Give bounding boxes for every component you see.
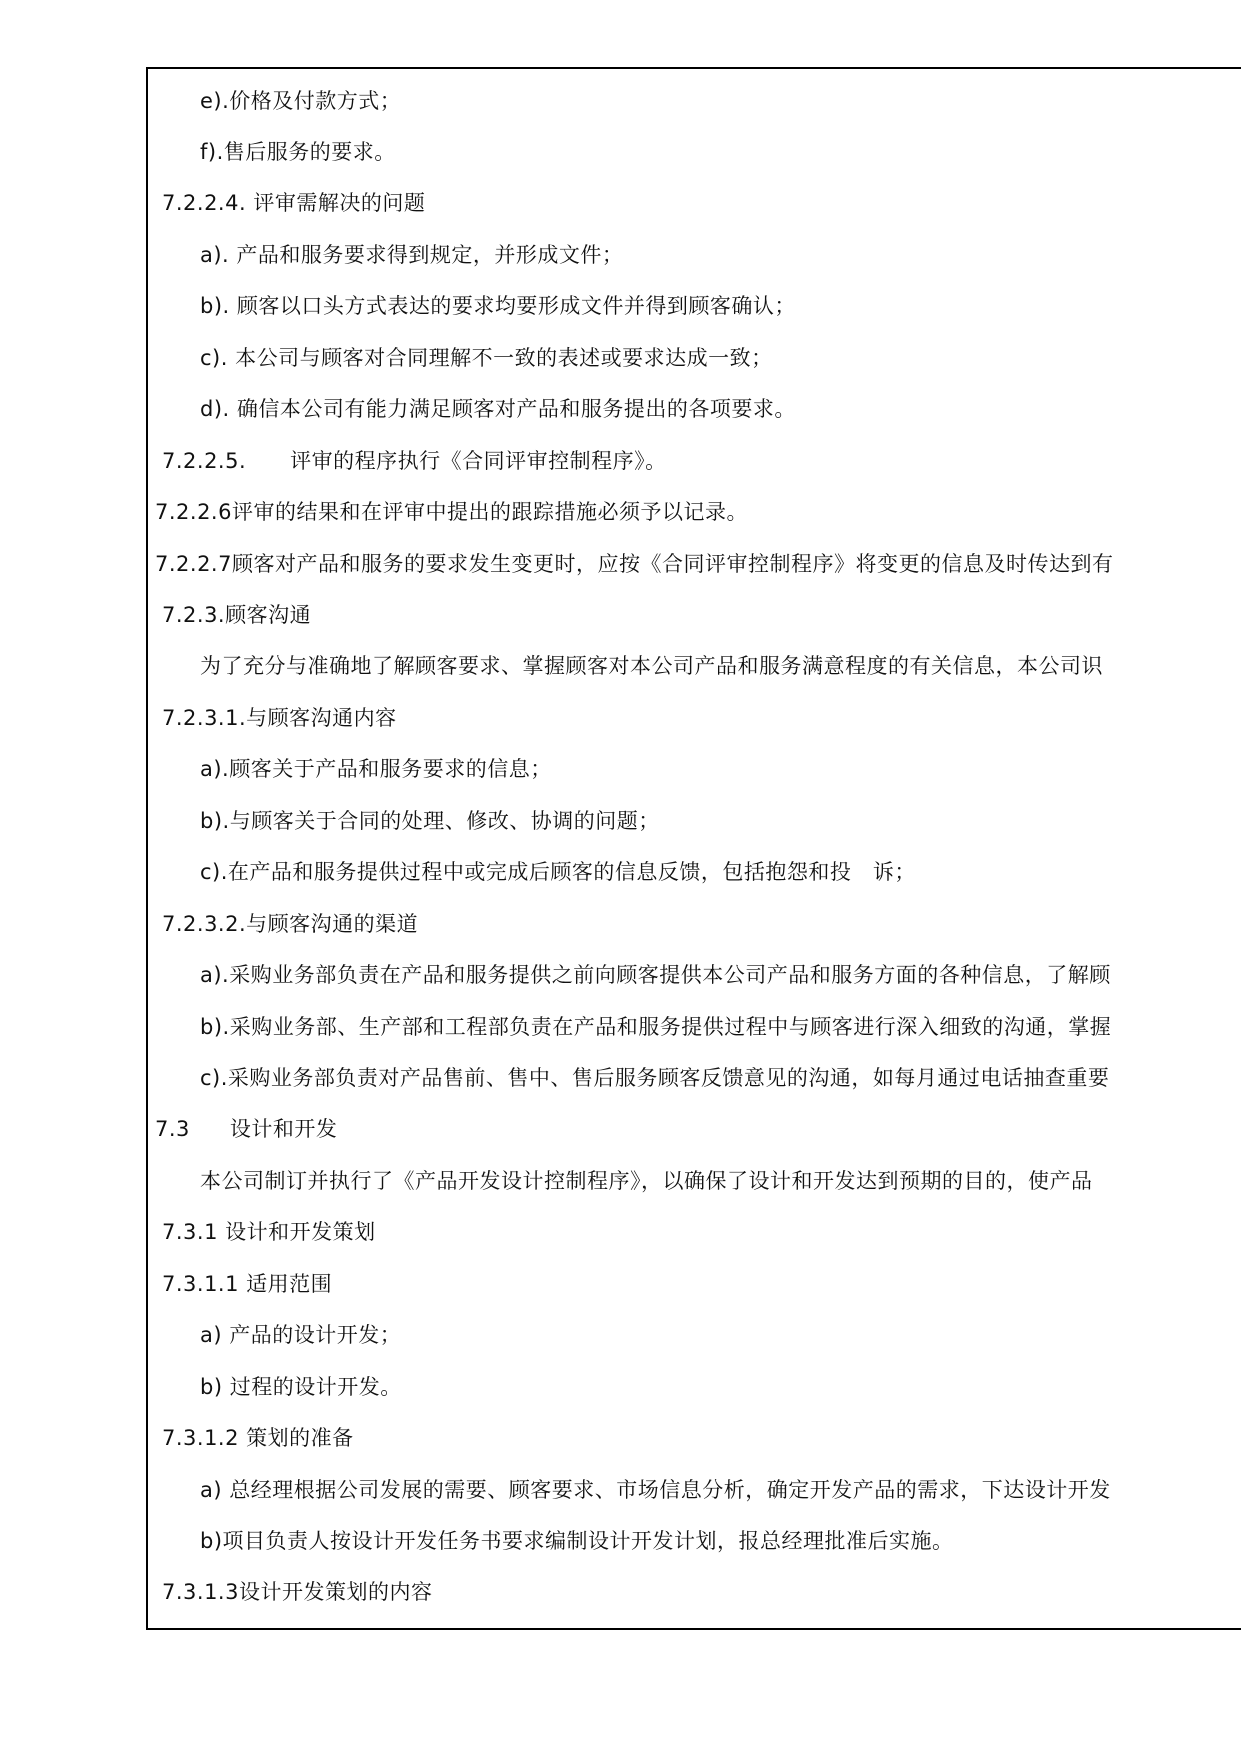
section-title: 设计和开发: [229, 1117, 338, 1141]
section-heading: 7.3.1 设计和开发策划: [162, 1220, 376, 1244]
section-heading: 7.2.3.1.与顾客沟通内容: [162, 706, 397, 730]
section-heading: 7.2.2.6评审的结果和在评审中提出的跟踪措施必须予以记录。: [155, 500, 748, 524]
text-line: b)项目负责人按设计开发任务书要求编制设计开发计划，报总经理批准后实施。: [200, 1529, 954, 1553]
section-heading: [155, 1114, 337, 1144]
section-heading: 7.2.2.7顾客对产品和服务的要求发生变更时，应按《合同评审控制程序》将变更的信息及时传达到有: [155, 552, 1114, 576]
text-line: 本公司制订并执行了《产品开发设计控制程序》，以确保了设计和开发达到预期的目的，使产品: [200, 1169, 1093, 1193]
section-number: 7.2.2.5.: [162, 449, 247, 473]
document-frame: [146, 67, 1241, 1630]
text-line: b). 顾客以口头方式表达的要求均要形成文件并得到顾客确认；: [200, 294, 796, 318]
section-heading: 7.3.1.1 适用范围: [162, 1272, 333, 1296]
text-line: c).在产品和服务提供过程中或完成后顾客的信息反馈，包括抱怨和投 诉；: [200, 860, 916, 884]
text-line: f).售后服务的要求。: [200, 140, 396, 164]
section-heading: 7.2.3.2.与顾客沟通的渠道: [162, 912, 419, 936]
text-line: a) 产品的设计开发；: [200, 1323, 402, 1347]
section-heading: 7.2.2.4. 评审需解决的问题: [162, 191, 426, 215]
section-heading: [162, 446, 667, 476]
text-line: b).与顾客关于合同的处理、修改、协调的问题；: [200, 809, 660, 833]
section-heading: 7.3.1.3设计开发策划的内容: [162, 1580, 433, 1604]
text-line: a).顾客关于产品和服务要求的信息；: [200, 757, 552, 781]
section-heading: 7.2.3.顾客沟通: [162, 603, 312, 627]
text-line: e).价格及付款方式；: [200, 89, 402, 113]
text-line: c).采购业务部负责对产品售前、售中、售后服务顾客反馈意见的沟通，如每月通过电话抽查重要: [200, 1066, 1110, 1090]
section-number: 7.3: [155, 1117, 190, 1141]
section-heading: 7.3.1.2 策划的准备: [162, 1426, 354, 1450]
text-line: d). 确信本公司有能力满足顾客对产品和服务提出的各项要求。: [200, 397, 796, 421]
text-line: a).采购业务部负责在产品和服务提供之前向顾客提供本公司产品和服务方面的各种信息，了解顾: [200, 963, 1111, 987]
text-line: b) 过程的设计开发。: [200, 1375, 402, 1399]
section-title: 评审的程序执行《合同评审控制程序》。: [290, 449, 667, 473]
text-line: 为了充分与准确地了解顾客要求、掌握顾客对本公司产品和服务满意程度的有关信息，本公司识: [200, 654, 1103, 678]
text-line: c). 本公司与顾客对合同理解不一致的表述或要求达成一致；: [200, 346, 773, 370]
text-line: a) 总经理根据公司发展的需要、顾客要求、市场信息分析，确定开发产品的需求，下达设计开发: [200, 1478, 1111, 1502]
text-line: b).采购业务部、生产部和工程部负责在产品和服务提供过程中与顾客进行深入细致的沟通，掌握: [200, 1015, 1112, 1039]
text-line: a). 产品和服务要求得到规定，并形成文件；: [200, 243, 624, 267]
